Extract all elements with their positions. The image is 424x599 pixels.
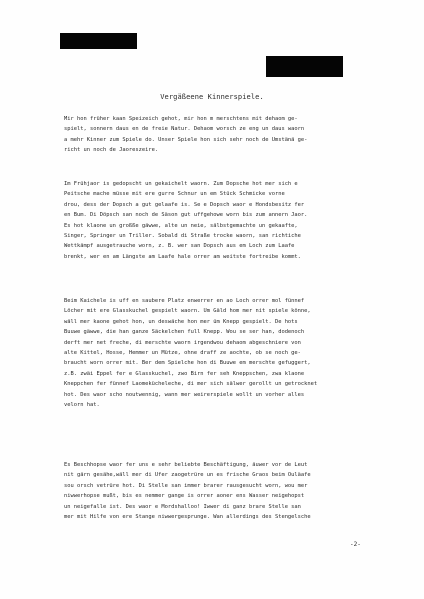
text-line: Peitsche mache müsse mit ere gurre Schnur un em Stück Schmicke vorne (64, 191, 285, 198)
text-line: velorn hat. (64, 402, 100, 409)
text-line: en Bum. Di Döpsch san noch de Säson gut uffgehowe worn bis zum annern Jaor. (64, 212, 308, 219)
text-line: z.B. zwäi Eppel fer e Glasskuchel, zwo Birn fer seh Kneppschen, zwa klaone (64, 370, 305, 377)
text-line: drou, dess der Dopsch a gut gelaafe is. Se e Dopsch waor e Hondsbesitz fer (64, 201, 305, 208)
text-line: Kneppchen fer fünnef Laomekücheleche, di mer sich sälwer gerollt un getrocknet (64, 381, 318, 388)
text-line: Beim Kaichele is uff en saubere Platz enwerrer en ao Loch orrer mol fünnef (64, 298, 305, 304)
text-line: un neigefalle ist. Des waor e Mordshalloo! Iwwer di ganz brare Stelle san (64, 503, 301, 510)
paragraph (64, 179, 394, 262)
text-line: brenkt, wer en am Längste am Laafe hale orrer am weitste fortreibe kommt. (64, 253, 301, 260)
text-line: Mir hon früher kaan Speizeich gehot, mir hon m merschtens mit dehaom ge- (64, 116, 298, 122)
redaction-bar (266, 56, 343, 77)
page-number: -2- (350, 541, 361, 548)
text-line: Es Beschhopse waor fer uns e sehr beliebte Beschäftigung, äuwer vor de Leut (64, 462, 308, 468)
text-line: richt un noch de Jaoreszeire. (64, 147, 159, 154)
text-line: braucht worn orrer mit. Ber dem Spielche hon di Buuwe em merschte gefuggert, (64, 360, 311, 367)
text-line: wäll mer kaone gehot hon, un deswäche hon mer üm Knepp gespielt. De hots (64, 318, 298, 325)
paragraph (64, 460, 394, 522)
text-line: Im Frühjaor is gedopscht un gekaichelt waorn. Zum Dopsche hot mer sich e (64, 181, 298, 187)
text-line: hot. Des waor scho noutwennig, wann mer weirerspiele wollt un vorher alles (64, 391, 305, 398)
text-line: Singer, Springer un Triller. Sobald di Straße trocke waorn, san richtiche (64, 233, 301, 240)
redaction-bar (60, 33, 137, 49)
text-line: mer mit Hilfe von ere Stange niwwergesprunge. Wan allerdings des Stengelsche (64, 514, 311, 521)
text-line: Es hot klaone un großße gäwwe, alte un neie, sälbstgemachte un gekaafte, (64, 222, 298, 229)
text-line: nit gärn gesähe,wäll mer di Ufer zaogetrüre un es frische Graos beim Ouläafe (64, 472, 311, 479)
text-line: derft mer net freche, di merschte waorn irgendwou dehaom abgeschniere von (64, 339, 301, 346)
text-line: Löcher mit ere Glasskuchel gespielt waorn. Um Gäld hom mer nit spiele könne, (64, 308, 311, 315)
text-line: a mehr Kinner zum Spiele do. Unser Spiele hon sich sehr noch de Umstänä ge- (64, 136, 308, 143)
text-line: alte Kittel, Hosse, Hemmer un Mütze, ohne draff ze aochte, ob se noch ge- (64, 350, 301, 357)
paragraph (64, 296, 394, 410)
text-line: Buuwe gäwwe, die han ganze Säckelchen full Knepp. Wou se ser han, dodenoch (64, 329, 305, 336)
text-line: spielt, sonnern daus en de freie Natur. Dehaom worsch ze eng un daus waorn (64, 126, 305, 133)
text-line: niwwerhopse mußt, bis es nemmer gange is orrer aoner ens Wasser neigehopst (64, 493, 305, 500)
document-title: Vergäßeene Kinnerspiele. (160, 93, 264, 101)
paragraph (64, 114, 394, 156)
text-line: sou orsch vetrüre hot. Di Stelle san immer brarer rausgesucht worn, wou mer (64, 482, 308, 489)
text-line: Wettkämpf ausgetrauche worn, z. B. wer san Dopsch aus em Loch zum Laafe (64, 243, 295, 250)
